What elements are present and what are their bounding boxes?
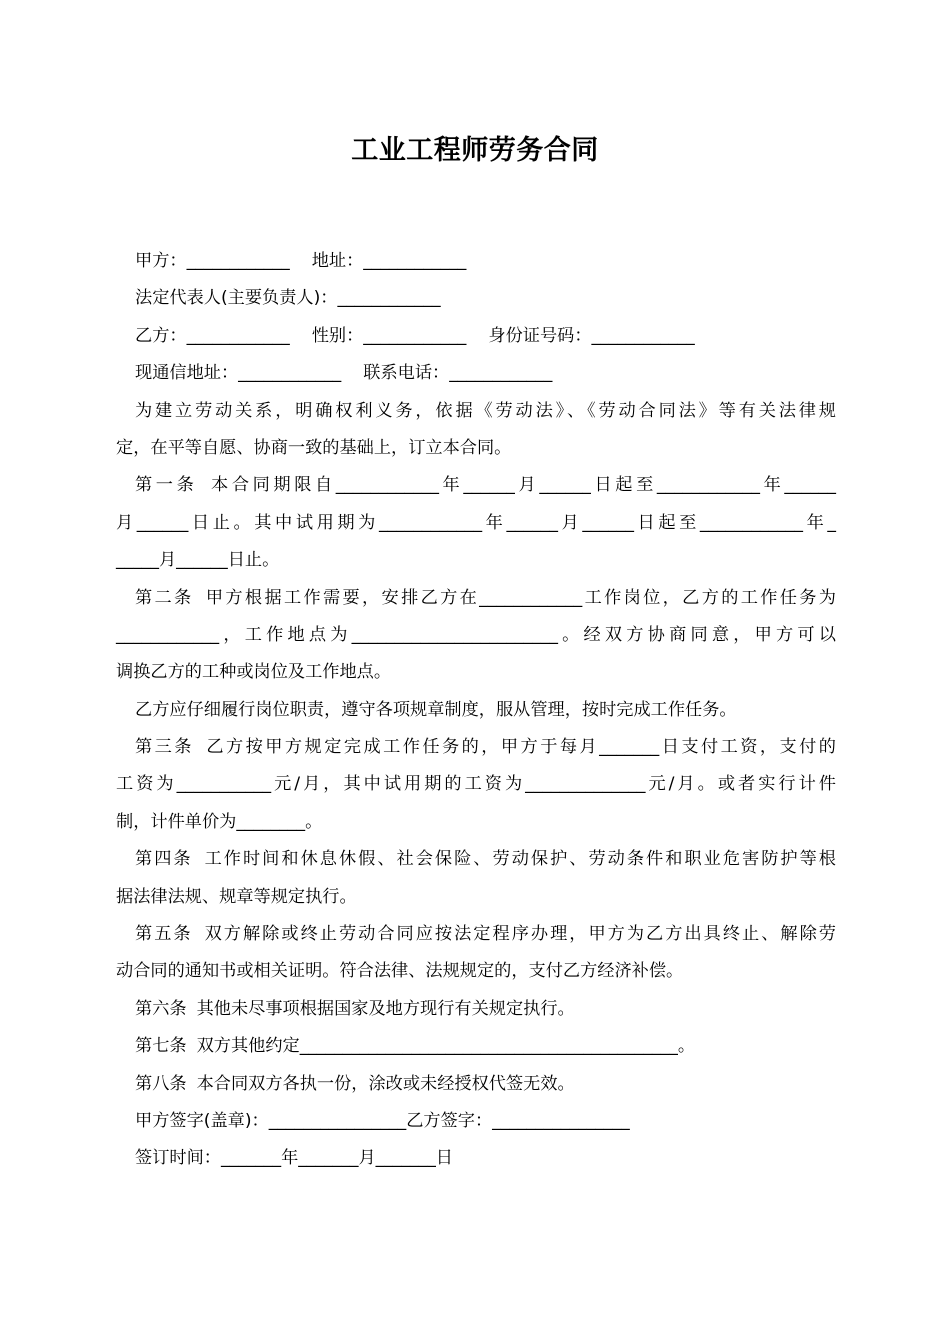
party-a-address-field: 地址：____________ bbox=[311, 251, 467, 271]
article-label: 第一条 bbox=[135, 475, 198, 496]
signature-line bbox=[116, 1103, 836, 1140]
article-3-line: 制，计件单价为________。 bbox=[116, 811, 323, 832]
article-3-line: 第三条 乙方按甲方规定完成工作任务的，甲方于每月_______日支付工资，支付的 bbox=[135, 737, 836, 758]
address-field: 现通信地址：____________ bbox=[135, 363, 342, 384]
article-8-line: 第八条 本合同双方各执一份，涂改或未经授权代签无效。 bbox=[135, 1073, 575, 1094]
signing-date-line: 签订时间：_______年_______月_______日 bbox=[135, 1148, 453, 1169]
party-a-signature-field: 甲方签字(盖章)：________________ bbox=[135, 1110, 407, 1131]
article-label: 第五条 bbox=[135, 924, 193, 945]
document-title: 工业工程师劳务合同 bbox=[351, 135, 599, 166]
article-4-line: 第四条 工作时间和休息休假、社会保险、劳动保护、劳动条件和职业危害防护等根 bbox=[135, 849, 836, 870]
legal-rep-field: 法定代表人(主要负责人)：____________ bbox=[135, 288, 441, 309]
article-5-line: 第五条 双方解除或终止劳动合同应按法定程序办理，甲方为乙方出具终止、解除劳 bbox=[135, 924, 836, 945]
party-a-field: 甲方：____________ bbox=[135, 251, 290, 271]
article-7-line: 第七条 双方其他约定____________________________________________。 bbox=[135, 1036, 696, 1057]
article-label: 第四条 bbox=[135, 849, 193, 870]
id-number-field: 身份证号码：____________ bbox=[488, 325, 695, 346]
party-a-line bbox=[116, 243, 836, 280]
gender-field: 性别：____________ bbox=[311, 325, 467, 346]
article-5-line: 动合同的通知书或相关证明。符合法律、法规规定的，支付乙方经济补偿。 bbox=[116, 961, 684, 982]
article-label: 第二条 bbox=[135, 587, 194, 608]
article-1-line: _____月______日止。 bbox=[116, 550, 280, 571]
party-b-signature-field: 乙方签字：________________ bbox=[406, 1110, 630, 1131]
legal-rep-line bbox=[116, 280, 836, 317]
preamble-line: 定，在平等自愿、协商一致的基础上，订立本合同。 bbox=[116, 437, 512, 458]
article-1-line: 月______日止。其中试用期为____________年______月______日起至____________年_ bbox=[116, 512, 836, 533]
article-6-line: 第六条 其他未尽事项根据国家及地方现行有关规定执行。 bbox=[135, 998, 575, 1019]
preamble-line: 为建立劳动关系，明确权利义务，依据《劳动法》、《劳动合同法》等有关法律规 bbox=[135, 400, 836, 421]
article-label: 第八条 bbox=[135, 1073, 187, 1094]
phone-field: 联系电话：____________ bbox=[363, 363, 553, 384]
article-label: 第六条 bbox=[135, 998, 187, 1019]
article-label: 第七条 bbox=[135, 1036, 187, 1057]
article-3-line: 工资为___________元/月，其中试用期的工资为______________元/月。或者实行计件 bbox=[116, 774, 836, 795]
article-1-line: 第一条 本合同期限自____________年______月______日起至____________年______ bbox=[135, 475, 836, 496]
party-b-line bbox=[116, 318, 836, 355]
party-b-field: 乙方：____________ bbox=[135, 325, 290, 346]
article-2-line: ____________，工作地点为________________________。经双方协商同意，甲方可以 bbox=[116, 624, 836, 645]
article-label: 第三条 bbox=[135, 737, 194, 758]
article-2-line: 第二条 甲方根据工作需要，安排乙方在____________工作岗位，乙方的工作任务为 bbox=[135, 587, 836, 608]
contact-line bbox=[116, 355, 836, 392]
article-2-line: 调换乙方的工种或岗位及工作地点。 bbox=[116, 662, 392, 683]
article-4-line: 据法律法规、规章等规定执行。 bbox=[116, 886, 357, 907]
contract-body bbox=[116, 243, 836, 1178]
article-2-line: 乙方应仔细履行岗位职责，遵守各项规章制度，服从管理，按时完成工作任务。 bbox=[135, 699, 737, 720]
